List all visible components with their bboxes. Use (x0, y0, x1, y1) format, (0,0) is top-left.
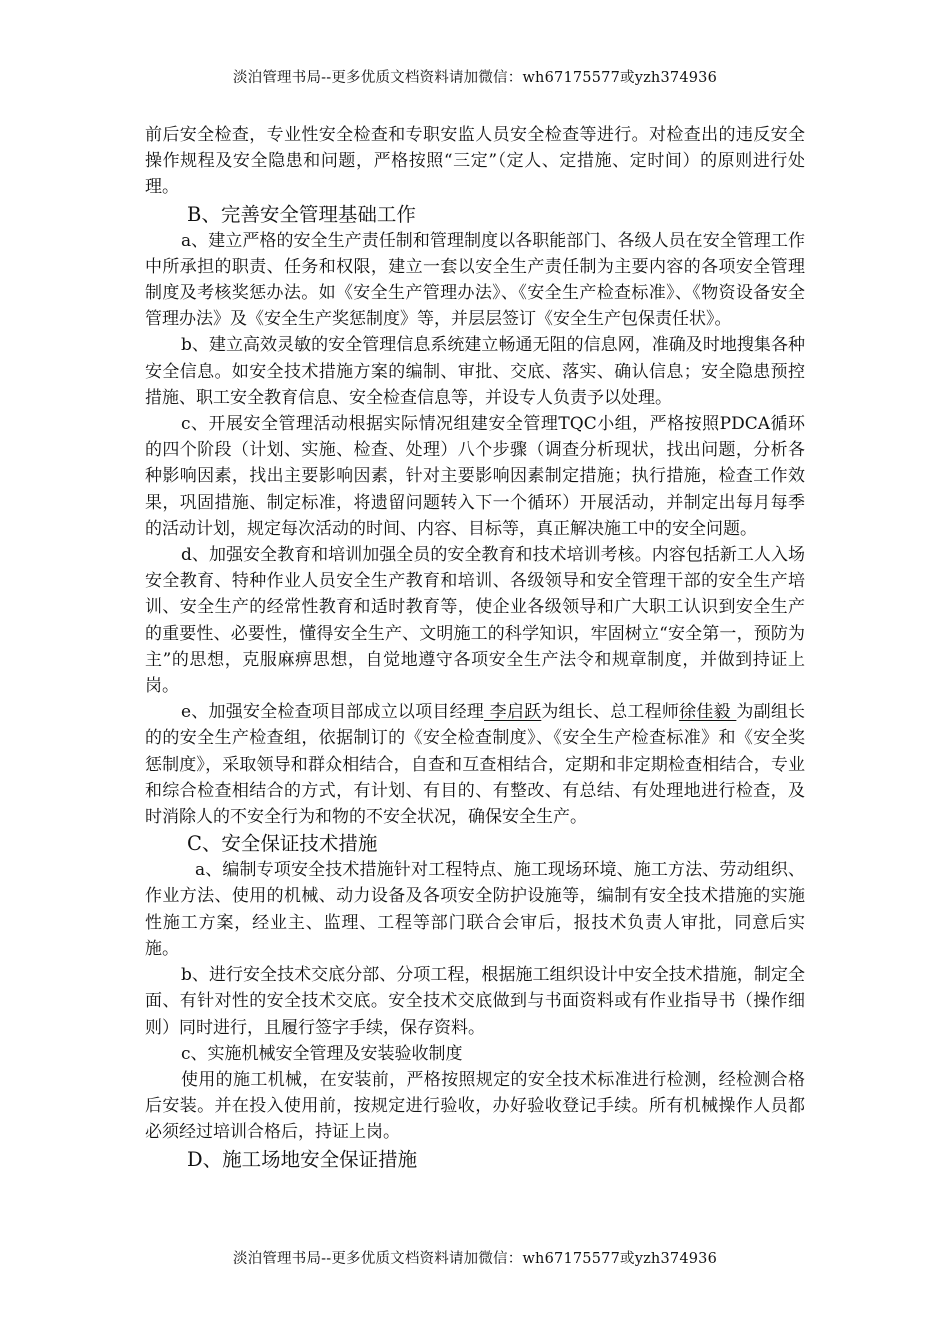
chief-engineer-name: 徐佳毅 (679, 702, 737, 723)
document-body (145, 122, 805, 1173)
paragraph-c-c-body: 使用的施工机械，在安装前，严格按照规定的安全技术标准进行检测，经检测合格后安装。并在投入使用前，按规定进行验收，办好验收登记手续。所有机械操作人员都必须经过培训合格后，持证上岗。 (145, 1069, 805, 1143)
project-manager-name: 李启跃 (484, 702, 542, 723)
section-heading-c: C、安全保证技术措施 (187, 832, 378, 856)
page-footer: 淡泊管理书局--更多优质文档资料请加微信：wh67175577或yzh374936 (232, 1251, 718, 1267)
paragraph-c-c: c、实施机械安全管理及安装验收制度 (181, 1043, 463, 1064)
paragraph-b-e-part1: e、加强安全检查项目部成立以项目经理 (181, 702, 485, 723)
paragraph-b-c: c、开展安全管理活动根据实际情况组建安全管理TQC小组，严格按照PDCA循环的四个阶段（计划、实施、检查、处理）八个步骤（调查分析现状，找出问题，分析各种影响因素，找出主要影响因素，针对主要影响因素制定措施；执行措施，检查工作效果，巩固措施、制定标准，将遗留问题转入下一个循环）开展活动，并制定出每月每季的活动计划，规定每次活动的时间、内容、目标等，真正解决施工中的安全问题。 (145, 414, 805, 539)
paragraph-b-b: b、建立高效灵敏的安全管理信息系统建立畅通无阻的信息网，准确及时地搜集各种安全信息。如安全技术措施方案的编制、审批、交底、落实、确认信息；安全隐患预控措施、职工安全教育信息、安全检查信息等，并设专人负责予以处理。 (145, 335, 805, 408)
paragraph-c-a: a、编制专项安全技术措施针对工程特点、施工现场环境、施工方法、劳动组织、作业方法、使用的机械、动力设备及各项安全防护设施等，编制有安全技术措施的实施性施工方案，经业主、监理、工程等部门联合会审后，报技术负责人审批，同意后实施。 (145, 860, 805, 959)
paragraph-b-d: d、加强安全教育和培训加强全员的安全教育和技术培训考核。内容包括新工人入场安全教育、特种作业人员安全生产教育和培训、各级领导和安全管理干部的安全生产培训、安全生产的经常性教育和适时教育等，使企业各级领导和广大职工认识到安全生产的重要性、必要性，懂得安全生产、文明施工的科学知识，牢固树立“安全第一，预防为主”的思想，克服麻痹思想，自觉地遵守各项安全生产法令和规章制度，并做到持证上岗。 (145, 545, 805, 697)
section-heading-d: D、施工场地安全保证措施 (187, 1147, 418, 1171)
section-heading-b: B、完善安全管理基础工作 (187, 202, 416, 226)
paragraph-b-e-part3: 为副组长的的安全生产检查组，依据制订的《安全检查制度》、《安全生产检查标准》和《安全奖惩制度》，采取领导和群众相结合，自查和互查相结合，定期和非定期检查相结合，专业和综合检查相结合的方式，有计划、有目的、有整改、有总结、有处理地进行检查，及时消除人的不安全行为和物的不安全状况，确保安全生产。 (145, 702, 806, 828)
page-header: 淡泊管理书局--更多优质文档资料请加微信：wh67175577或yzh374936 (232, 70, 718, 86)
paragraph-c-b: b、进行安全技术交底分部、分项工程，根据施工组织设计中安全技术措施，制定全面、有针对性的安全技术交底。安全技术交底做到与书面资料或有作业指导书（操作细则）同时进行，且履行签字手续，保存资料。 (145, 965, 805, 1038)
paragraph-b-e-part2: 为组长、总工程师 (541, 702, 680, 723)
paragraph-b-e (145, 699, 805, 830)
paragraph-intro: 前后安全检查，专业性安全检查和专职安监人员安全检查等进行。对检查出的违反安全操作规程及安全隐患和问题，严格按照“三定”（定人、定措施、定时间）的原则进行处理。 (145, 125, 805, 198)
paragraph-b-a: a、建立严格的安全生产责任制和管理制度以各职能部门、各级人员在安全管理工作中所承担的职责、任务和权限，建立一套以安全生产责任制为主要内容的各项安全管理制度及考核奖惩办法。如《安全生产管理办法》、《安全生产检查标准》、《物资设备安全管理办法》及《安全生产奖惩制度》等，并层层签订《安全生产包保责任状》。 (145, 230, 805, 330)
